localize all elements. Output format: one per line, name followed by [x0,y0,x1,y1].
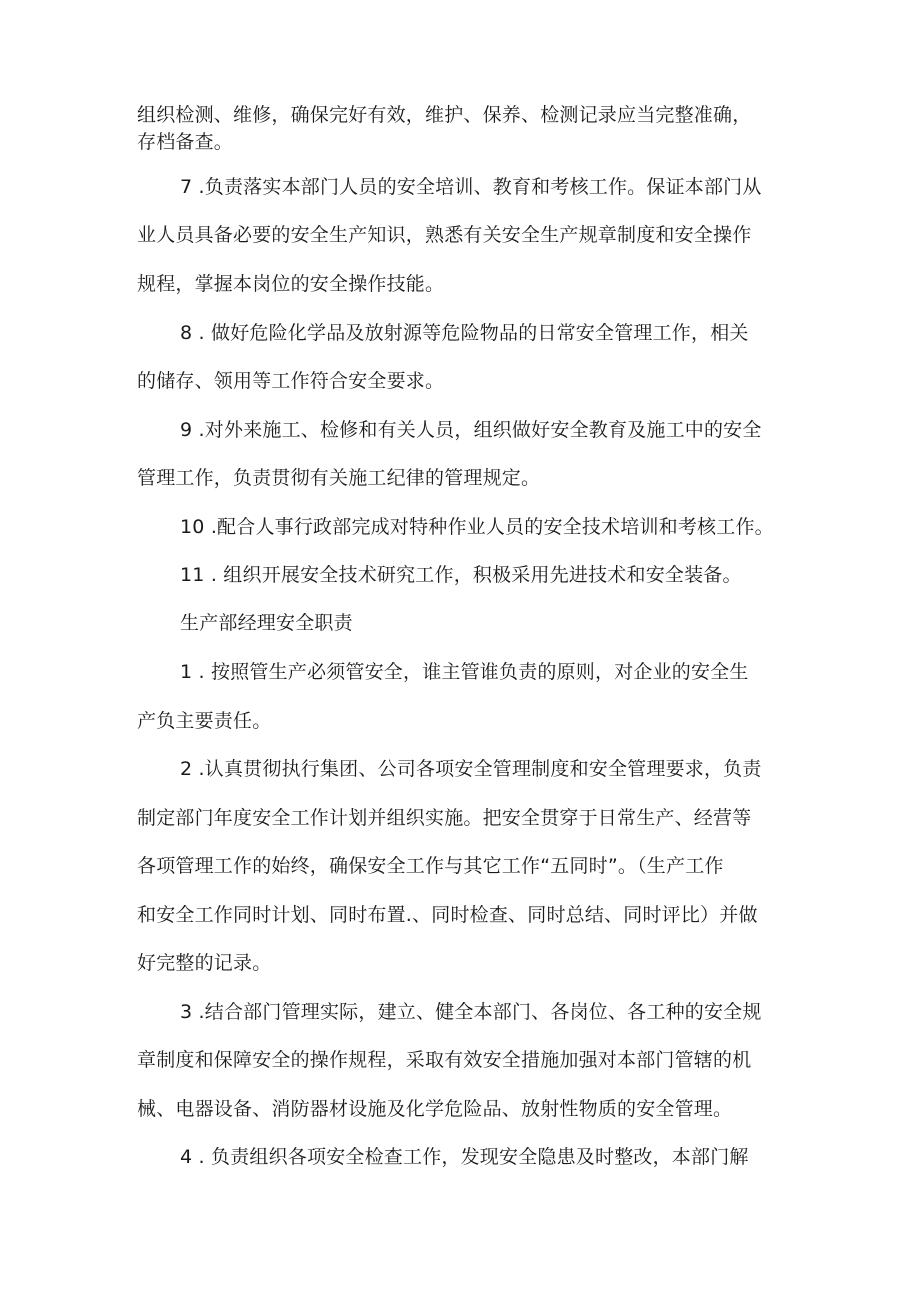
text-line: 管理工作，负责贯彻有关施工纪律的管理规定。 [137,467,541,489]
text-line: 业人员具备必要的安全生产知识，熟悉有关安全生产规章制度和安全操作 [137,224,752,246]
list-item-1: 1 . 按照管生产必须管安全，谁主管谁负责的原则，对企业的安全生 [180,661,749,683]
text-line: 存档备查。 [137,131,234,153]
list-item-7: 7 .负责落实本部门人员的安全培训、教育和考核工作。保证本部门从 [180,176,762,198]
list-item-2: 2 .认真贯彻执行集团、公司各项安全管理制度和安全管理要求，负责 [180,758,762,780]
list-item-9: 9 .对外来施工、检修和有关人员，组织做好安全教育及施工中的安全 [180,419,762,441]
text-line: 规程，掌握本岗位的安全操作技能。 [137,273,445,295]
text-line: 章制度和保障安全的操作规程，采取有效安全措施加强对本部门管辖的机 [137,1049,752,1071]
text-line: 组织检测、维修，确保完好有效，维护、保养、检测记录应当完整准确， [137,104,752,126]
text-line: 和安全工作同时计划、同时布置.、同时检查、同时总结、同时评比）并做 [137,904,758,926]
list-item-10: 10 .配合人事行政部完成对特种作业人员的安全技术培训和考核工作。 [180,516,774,538]
section-heading: 生产部经理安全职责 [180,612,353,634]
text-line: 各项管理工作的始终，确保安全工作与其它工作“五同时”。（生产工作 [137,855,724,877]
text-line: 械、电器设备、消防器材设施及化学危险品、放射性物质的安全管理。 [137,1098,733,1120]
list-item-3: 3 .结合部门管理实际，建立、健全本部门、各岗位、各工种的安全规 [180,1001,762,1023]
list-item-11: 11 . 组织开展安全技术研究工作，积极采用先进技术和安全装备。 [180,564,742,586]
text-line: 的储存、领用等工作符合安全要求。 [137,370,445,392]
list-item-8: 8 . 做好危险化学品及放射源等危险物品的日常安全管理工作，相关 [180,322,749,344]
text-line: 好完整的记录。 [137,952,272,974]
text-line: 制定部门年度安全工作计划并组织实施。把安全贯穿于日常生产、经营等 [137,807,752,829]
list-item-4: 4 . 负责组织各项安全检查工作，发现安全隐患及时整改，本部门解 [180,1146,749,1168]
text-line: 产负主要责任。 [137,710,272,732]
